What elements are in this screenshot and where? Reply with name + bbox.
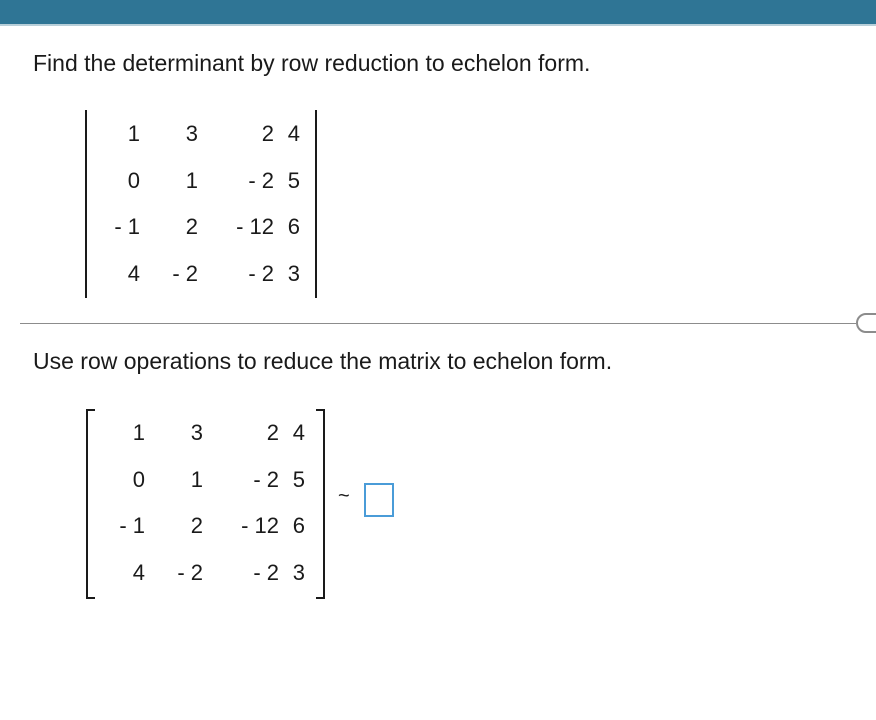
matrix-cell: 3 [190,420,203,445]
matrix-cell: - 2 [248,261,274,286]
determinant-right-bar [315,110,317,298]
question-text: Find the determinant by row reduction to echelon form. [33,50,591,76]
matrix-cell: - 1 [114,214,140,239]
matrix-cell: 1 [127,121,140,146]
left-bracket [86,409,95,599]
matrix-cell: 1 [185,168,198,193]
matrix-cell: - 12 [241,513,279,538]
matrix-cell: 6 [292,513,305,538]
equivalence-symbol: ~ [338,485,350,507]
matrix-cell: 1 [132,420,145,445]
matrix-cell: 3 [185,121,198,146]
header-bar [0,0,876,24]
matrix-cell: 2 [266,420,279,445]
section-divider [20,323,856,324]
matrix-cell: 5 [292,467,305,492]
matrix-cell: 4 [287,121,300,146]
matrix-cell: - 1 [119,513,145,538]
right-bracket [316,409,325,599]
matrix-cell: - 2 [172,261,198,286]
matrix-cell: 5 [287,168,300,193]
matrix-cell: 0 [127,168,140,193]
matrix-cell: - 2 [253,467,279,492]
matrix-cell: 2 [261,121,274,146]
matrix-cell: 4 [292,420,305,445]
instruction-text: Use row operations to reduce the matrix to echelon form. [33,348,613,374]
matrix-cell: 3 [287,261,300,286]
matrix-cell: 2 [190,513,203,538]
determinant-left-bar [85,110,87,298]
matrix-cell: - 2 [177,560,203,585]
matrix-cell: - 12 [236,214,274,239]
matrix-cell: 6 [287,214,300,239]
matrix-cell: - 2 [248,168,274,193]
matrix-cell: 4 [127,261,140,286]
matrix-cell: 3 [292,560,305,585]
matrix-cell: 2 [185,214,198,239]
header-bar-underline [0,24,876,26]
matrix-cell: 4 [132,560,145,585]
matrix-cell: - 2 [253,560,279,585]
matrix-cell: 0 [132,467,145,492]
answer-input-box[interactable] [364,483,394,517]
matrix-cell: 1 [190,467,203,492]
divider-toggle-handle[interactable] [856,313,876,333]
